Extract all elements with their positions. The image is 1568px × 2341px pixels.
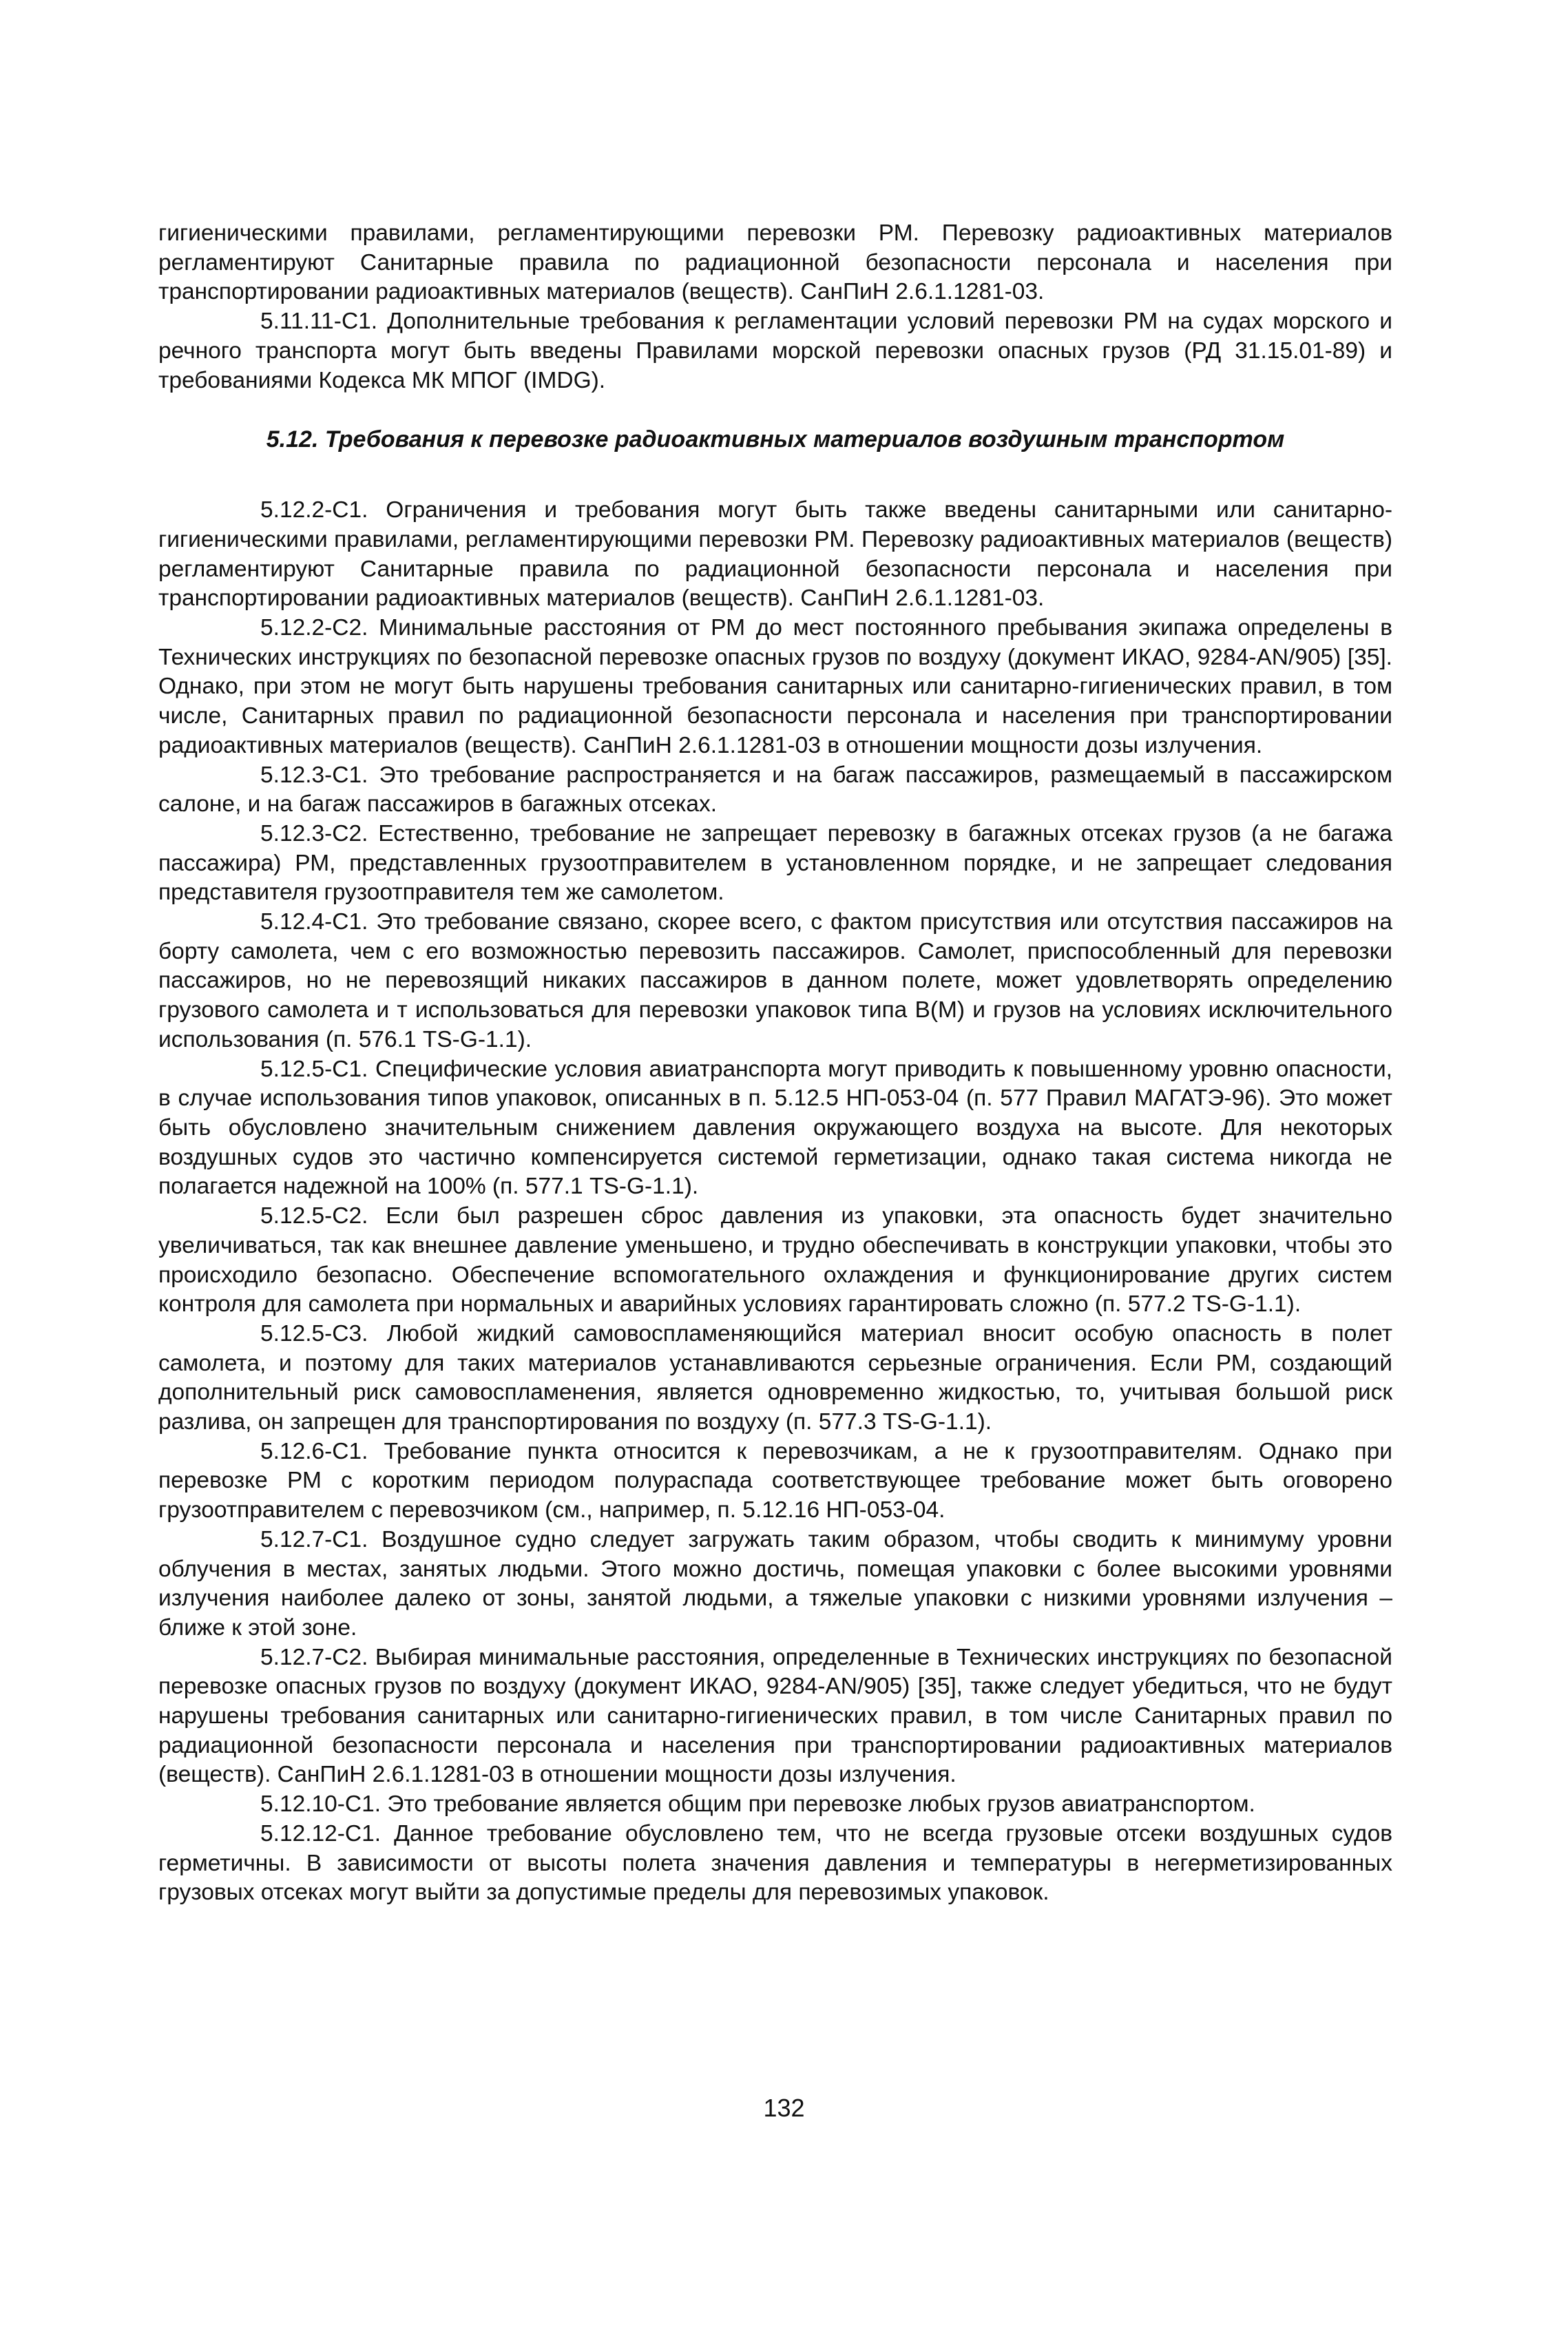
paragraph: 5.12.6-С1. Требование пункта относится к перевозчикам, а не к грузоотправителям. Однако при перевозке РМ с коротким периодом полураспада соответствующее требование может быть оговорено грузоотправителем с перевозчиком (см., например, п. 5.12.16 НП-053-04. <box>158 1438 1392 1523</box>
paragraph: 5.12.12-С1. Данное требование обусловлено тем, что не всегда грузовые отсеки воздушных судов герметичны. В зависимости от высоты полета значения давления и температуры в негерметизированных грузовых отсеках могут выйти за допустимые пределы для перевозимых упаковок. <box>158 1820 1392 1906</box>
paragraph: 5.12.2-С1. Ограничения и требования могут быть также введены санитарными или санитарно-гигиеническими правилами, регламентирующими перевозки РМ. Перевозку радиоактивных материалов (веществ) регламентируют Санитарные правила по радиационной безопасности персонала и населения при транспортировании радиоактивных материалов (веществ). СанПиН 2.6.1.1281-03. <box>158 497 1392 612</box>
paragraph: 5.12.3-С1. Это требование распространяется и на багаж пассажиров, размещаемый в пассажирском салоне, и на багаж пассажиров в багажных отсеках. <box>158 762 1392 818</box>
page-number: 132 <box>763 2094 805 2122</box>
paragraphs-before-heading <box>158 219 1392 395</box>
body-text <box>158 219 1392 1908</box>
paragraph: 5.11.11-С1. Дополнительные требования к регламентации условий перевозки РМ на судах морского и речного транспорта могут быть введены Правилами морской перевозки опасных грузов (РД 31.15.01-89) и требованиями Кодекса МК МПОГ (IMDG). <box>158 309 1392 393</box>
paragraph: 5.12.5-С3. Любой жидкий самовоспламеняющийся материал вносит особую опасность в полет самолета, и поэтому для таких материалов устанавливаются серьезные ограничения. Если РМ, создающий дополнительный риск самовоспламенения, является одновременно жидкостью, то, учитывая большой риск разлива, он запрещен для транспортирования по воздуху (п. 577.3 TS-G-1.1). <box>158 1320 1392 1435</box>
paragraph: 5.12.4-С1. Это требование связано, скорее всего, с фактом присутствия или отсутствия пассажиров на борту самолета, чем с его возможностью перевозить пассажиров. Самолет, приспособленный для перевозки пассажиров, но не перевозящий никаких пассажиров в данном полете, может удовлетворять определению грузового самолета и т использоваться для перевозки упаковок типа В(М) и грузов на условиях исключительного использования (п. 576.1 TS-G-1.1). <box>158 909 1392 1052</box>
paragraph: 5.12.7-С1. Воздушное судно следует загружать таким образом, чтобы сводить к минимуму уровни облучения в местах, занятых людьми. Этого можно достичь, помещая упаковки с более высокими уровнями излучения наиболее далеко от зоны, занятой людьми, а тяжелые упаковки с низкими уровнями излучения – ближе к этой зоне. <box>158 1526 1392 1641</box>
paragraph: 5.12.7-С2. Выбирая минимальные расстояния, определенные в Технических инструкциях по безопасной перевозке опасных грузов по воздуху (документ ИКАО, 9284-AN/905) [35], также следует убедиться, что не будут нарушены требования санитарных или санитарно-гигиенических правил, в том числе Санитарных правил по радиационной безопасности персонала и населения при транспортировании радиоактивных материалов (веществ). СанПиН 2.6.1.1281-03 в отношении мощности дозы излучения. <box>158 1644 1392 1788</box>
paragraph: гигиеническими правилами, регламентирующими перевозки РМ. Перевозку радиоактивных материалов регламентируют Санитарные правила по радиационной безопасности персонала и населения при транспортировании радиоактивных материалов (веществ). СанПиН 2.6.1.1281-03. <box>158 220 1392 305</box>
paragraph: 5.12.5-С2. Если был разрешен сброс давления из упаковки, эта опасность будет значительно увеличиваться, так как внешнее давление уменьшено, и трудно обеспечивать в конструкции упаковки, чтобы это происходило безопасно. Обеспечение вспомогательного охлаждения и функционирование других систем контроля для самолета при нормальных и аварийных условиях гарантировать сложно (п. 577.2 TS-G-1.1). <box>158 1203 1392 1318</box>
paragraph: 5.12.2-С2. Минимальные расстояния от РМ до мест постоянного пребывания экипажа определены в Технических инструкциях по безопасной перевозке опасных грузов по воздуху (документ ИКАО, 9284-AN/905) [35]. Однако, при этом не могут быть нарушены требования санитарных или санитарно-гигиенических правил, в том числе, Санитарных правил по радиационной безопасности персонала и населения при транспортировании радиоактивных материалов (веществ). СанПиН 2.6.1.1281-03 в отношении мощности дозы излучения. <box>158 615 1392 758</box>
paragraph: 5.12.3-С2. Естественно, требование не запрещает перевозку в багажных отсеках грузов (а не багажа пассажира) РМ, представленных грузоотправителем в установленном порядке, и не запрещает следования представителя грузоотправителя тем же самолетом. <box>158 820 1392 906</box>
section-heading: 5.12. Требования к перевозке радиоактивных материалов воздушным транспортом <box>266 426 1285 453</box>
paragraph: 5.12.10-С1. Это требование является общим при перевозке любых грузов авиатранспортом. <box>260 1791 1255 1818</box>
paragraphs-after-heading <box>158 496 1392 1908</box>
paragraph: 5.12.5-С1. Специфические условия авиатранспорта могут приводить к повышенному уровню опасности, в случае использования типов упаковок, описанных в п. 5.12.5 НП-053-04 (п. 577 Правил МАГАТЭ-96). Это может быть обусловлено значительным снижением давления окружающего воздуха на высоте. Для некоторых воздушных судов это частично компенсируется системой герметизации, однако такая система никогда не полагается надежной на 100% (п. 577.1 TS-G-1.1). <box>158 1056 1392 1200</box>
